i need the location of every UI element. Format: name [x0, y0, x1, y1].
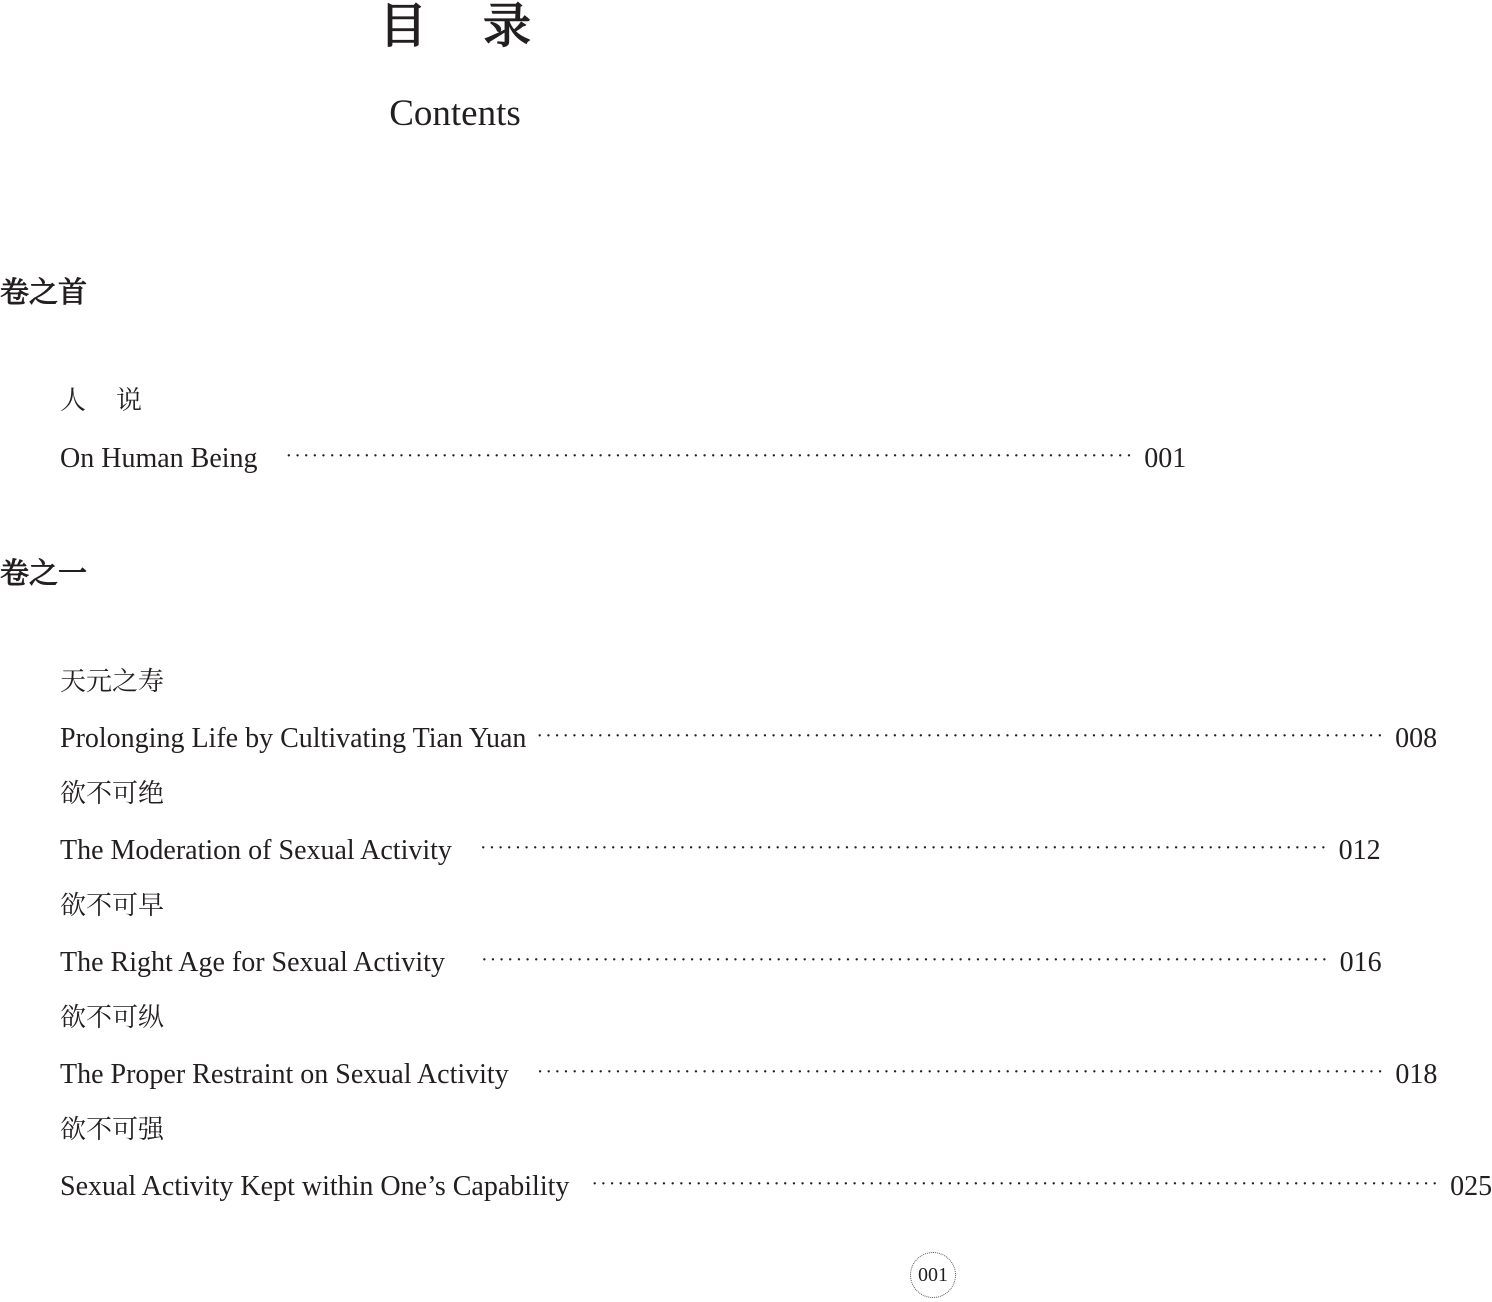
entry-chinese-title: 人说: [60, 386, 173, 416]
dot-leader: ··································································································: [480, 949, 1330, 971]
entry-chinese-title: 天元之寿: [60, 667, 165, 697]
title-english: Contents: [389, 93, 521, 134]
dot-leader: ··································································································: [285, 445, 1135, 467]
dot-leader: ··································································································: [536, 1061, 1386, 1083]
entry-page-number: 012: [1338, 835, 1381, 866]
entry-page-number: 008: [1395, 723, 1438, 754]
toc-entry[interactable]: [60, 722, 1438, 758]
toc-entry[interactable]: [60, 834, 1381, 870]
volume-heading: 卷之首: [0, 275, 88, 309]
entry-page-number: 016: [1339, 947, 1382, 978]
volume-heading: 卷之一: [0, 556, 88, 590]
entry-page-number: 001: [1144, 443, 1187, 474]
page-folio: 001: [910, 1252, 956, 1298]
entry-page-number: 025: [1450, 1171, 1492, 1202]
toc-entry[interactable]: [60, 946, 1382, 982]
dot-leader: ··································································································: [479, 837, 1329, 859]
dot-leader: ··································································································: [536, 725, 1386, 747]
toc-entry[interactable]: [60, 442, 1187, 478]
entry-english-title: The Moderation of Sexual Activity: [60, 835, 452, 866]
entry-chinese-title: 欲不可纵: [60, 1003, 165, 1033]
entry-english-title: Prolonging Life by Cultivating Tian Yuan: [60, 723, 527, 754]
entry-english-title: The Right Age for Sexual Activity: [60, 947, 445, 978]
entry-chinese-title: 欲不可早: [60, 891, 165, 921]
entry-english-title: On Human Being: [60, 443, 258, 474]
dot-leader: ··································································································: [591, 1173, 1441, 1195]
entry-english-title: Sexual Activity Kept within One’s Capability: [60, 1171, 570, 1202]
title-chinese: 目录: [378, 0, 587, 54]
entry-english-title: The Proper Restraint on Sexual Activity: [60, 1059, 509, 1090]
entry-chinese-title: 欲不可强: [60, 1115, 165, 1145]
entry-chinese-title: 欲不可绝: [60, 779, 165, 809]
entry-page-number: 018: [1395, 1059, 1438, 1090]
toc-entry[interactable]: [60, 1058, 1438, 1094]
toc-entry[interactable]: [60, 1170, 1492, 1206]
